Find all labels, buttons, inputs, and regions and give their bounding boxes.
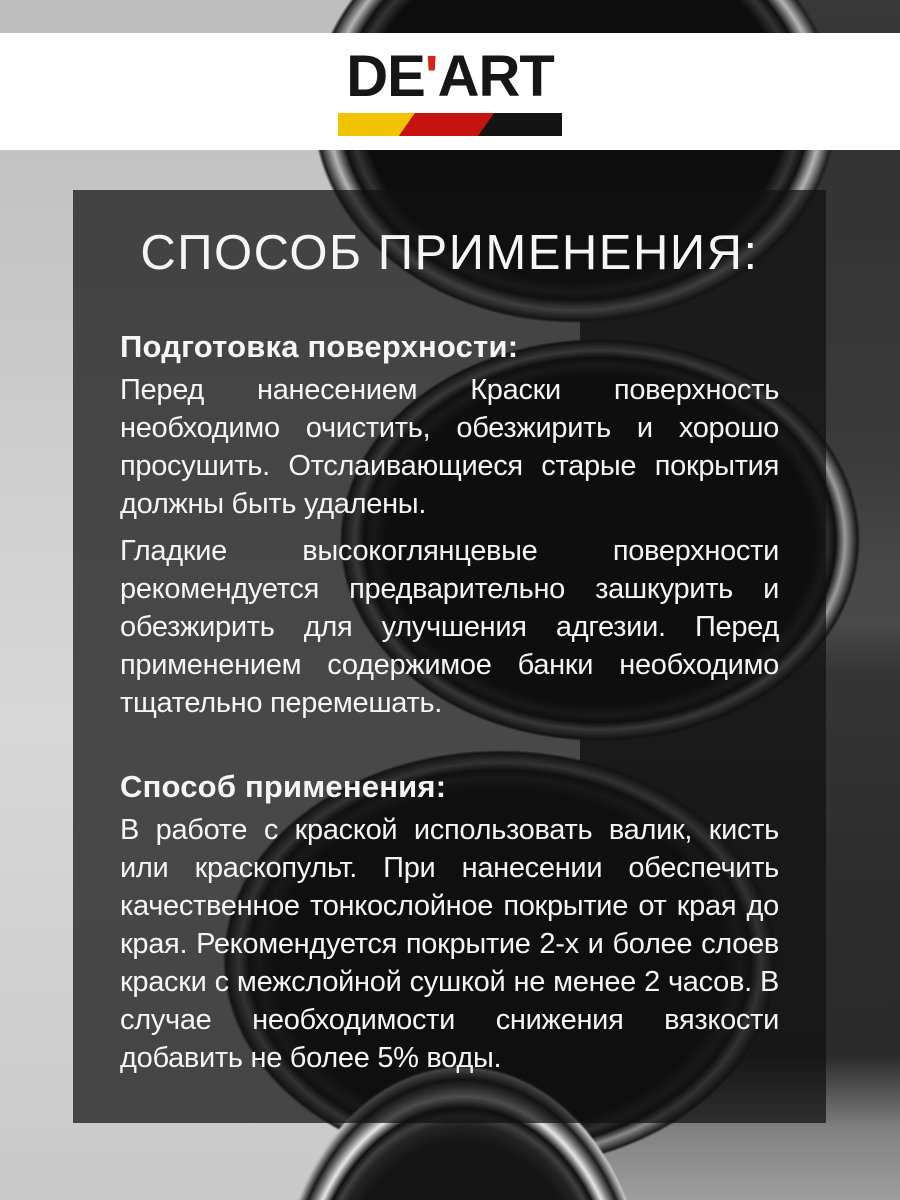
instructions-panel (73, 190, 826, 1123)
german-flag-stripe (338, 113, 562, 136)
deart-logo (338, 43, 562, 136)
logo-apostrophe: ' (424, 43, 438, 109)
application-method-paragraph: В работе с краской использовать валик, кисть или краскопульт. При нанесении обеспечить качественное тонкослойное покрытие от края до края. Рекомендуется покрытие 2-х и более слоев краски с межслойной сушкой не менее 2 часов. В случае необходимости снижения вязкости добавить не более 5% воды. (120, 814, 779, 1074)
surface-prep-paragraph-2: Гладкие высокоглянцевые поверхности рекомендуется предварительно зашкурить и обезжирить для улучшения адгезии. Перед применением содержимое банки необходимо тщательно перемешать. (120, 535, 779, 719)
panel-title: СПОСОБ ПРИМЕНЕНИЯ: (140, 226, 759, 280)
application-method-heading: Способ применения: (120, 769, 447, 804)
logo-band (0, 33, 900, 150)
logo-wordmark-left: DE (346, 43, 425, 109)
surface-prep-paragraph-1: Перед нанесением Краски поверхность необходимо очистить, обезжирить и хорошо просушить. Отслаивающиеся старые покрытия должны быть удалены. (120, 374, 779, 520)
surface-prep-heading: Подготовка поверхности: (120, 329, 519, 364)
logo-wordmark (346, 43, 554, 109)
logo-wordmark-right: ART (437, 43, 554, 109)
